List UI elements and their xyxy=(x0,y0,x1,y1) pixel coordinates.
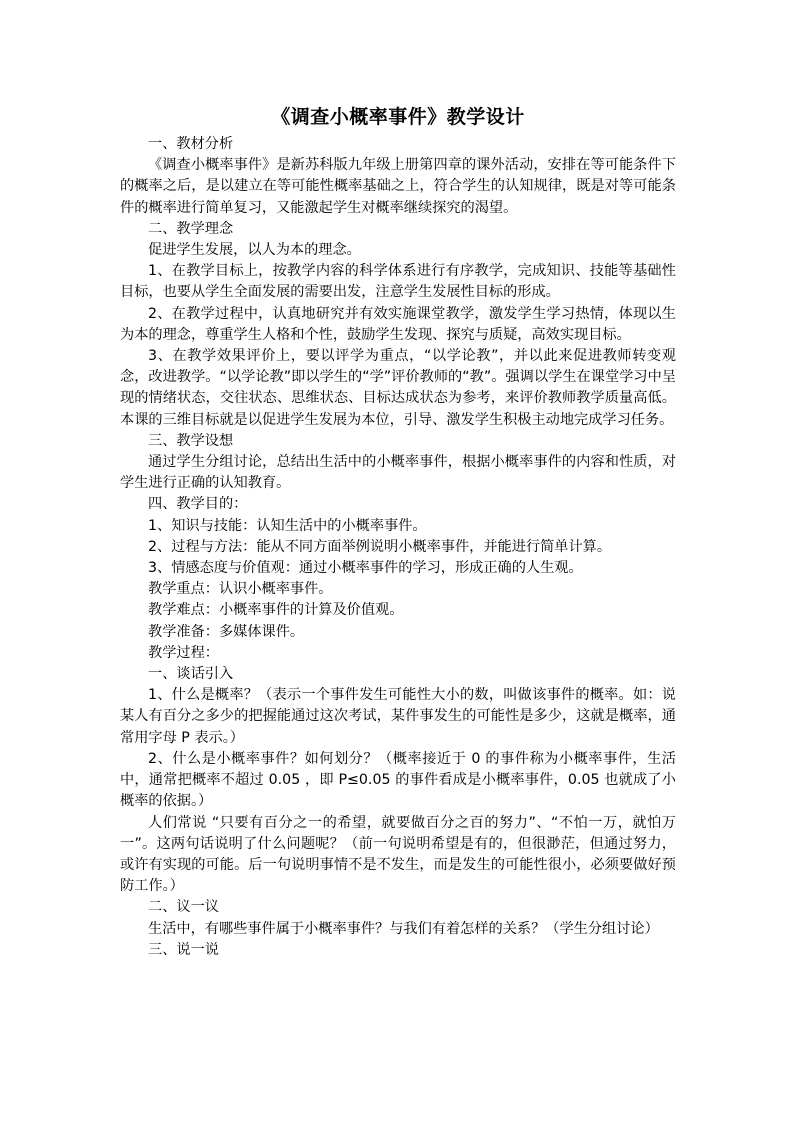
paragraph-small-probability-event: 2、什么是小概率事件？如何划分？（概率接近于 0 的事件称为小概率事件，生活中，通常把概率不超过 0.05 ，即 P≤0.05 的事件看成是小概率事件，0.05 也就成了小概率的依据。） xyxy=(120,750,676,810)
goal-knowledge-skills: 1、知识与技能：认知生活中的小概率事件。 xyxy=(148,517,427,534)
section-heading-discuss: 二、议一议 xyxy=(148,899,219,916)
document-title: 《调查小概率事件》教学设计 xyxy=(271,106,525,128)
paragraph-philosophy-point-3: 3、在教学效果评价上，要以评学为重点，“以学论教”，并以此来促进教师转变观念，改进教学。“以学论教”即以学生的“学”评价教师的“教”。强调以学生在课堂学习中呈现的情绪状态，交往状态、思维状态、目标达成状态为参考，来评价教师教学质量高低。本课的三维目标就是以促进学生发展为本位，引导、激发学生积极主动地完成学习任务。 xyxy=(120,348,676,428)
paragraph-textbook-analysis: 《调查小概率事件》是新苏科版九年级上册第四章的课外活动，安排在等可能条件下的概率之后，是以建立在等可能性概率基础之上，符合学生的认知规律，既是对等可能条件的概率进行简单复习，又能激起学生对概率继续探究的渴望。 xyxy=(120,157,676,216)
section-heading-textbook-analysis: 一、教材分析 xyxy=(148,136,234,152)
section-heading-speak: 三、说一说 xyxy=(148,941,219,958)
teaching-key-point: 教学重点：认识小概率事件。 xyxy=(148,581,333,598)
section-heading-teaching-goals: 四、教学目的： xyxy=(148,496,248,513)
section-heading-teaching-philosophy: 二、教学理念 xyxy=(148,220,234,237)
goal-attitude-values: 3、情感态度与价值观：通过小概率事件的学习，形成正确的人生观。 xyxy=(148,560,583,577)
paragraph-philosophy-point-2: 2、在教学过程中，认真地研究并有效实施课堂教学，激发学生学习热情，体现以生为本的理念，尊重学生人格和个性，鼓励学生发现、探究与质疑，高效实现目标。 xyxy=(120,305,676,343)
paragraph-teaching-concept: 通过学生分组讨论，总结出生活中的小概率事件，根据小概率事件的内容和性质，对学生进行正确的认知教育。 xyxy=(120,454,676,492)
paragraph-common-sayings: 人们常说 “只要有百分之一的希望，就要做百分之百的努力”、“不怕一万，就怕万一”。这两句话说明了什么问题呢？（前一句说明希望是有的，但很渺茫，但通过努力，或许有实现的可能。后一句说明事情不是不发生，而是发生的可能性很小，必须要做好预防工作。） xyxy=(120,814,676,895)
goal-process-methods: 2、过程与方法：能从不同方面举例说明小概率事件，并能进行简单计算。 xyxy=(148,538,612,555)
teaching-preparation: 教学准备：多媒体课件。 xyxy=(148,623,305,640)
paragraph-philosophy-point-1: 1、在教学目标上，按教学内容的科学体系进行有序教学，完成知识、技能等基础性目标，也要从学生全面发展的需要出发，注意学生发展性目标的形成。 xyxy=(120,263,676,301)
paragraph-discussion-question: 生活中，有哪些事件属于小概率事件？与我们有着怎样的关系？（学生分组讨论） xyxy=(148,920,659,937)
section-heading-introduction: 一、谈话引入 xyxy=(148,666,234,683)
paragraph-what-is-probability: 1、什么是概率？（表示一个事件发生可能性大小的数，叫做该事件的概率。如：说某人有百分之多少的把握能通过这次考试，某件事发生的可能性是多少，这就是概率，通常用字母 P 表示。） xyxy=(120,687,676,746)
section-heading-teaching-concept: 三、教学设想 xyxy=(148,432,234,449)
teaching-difficulty: 教学难点：小概率事件的计算及价值观。 xyxy=(148,602,404,619)
paragraph-philosophy-summary: 促进学生发展，以人为本的理念。 xyxy=(148,242,361,259)
teaching-process-heading: 教学过程： xyxy=(148,644,219,661)
document-page xyxy=(120,100,676,961)
